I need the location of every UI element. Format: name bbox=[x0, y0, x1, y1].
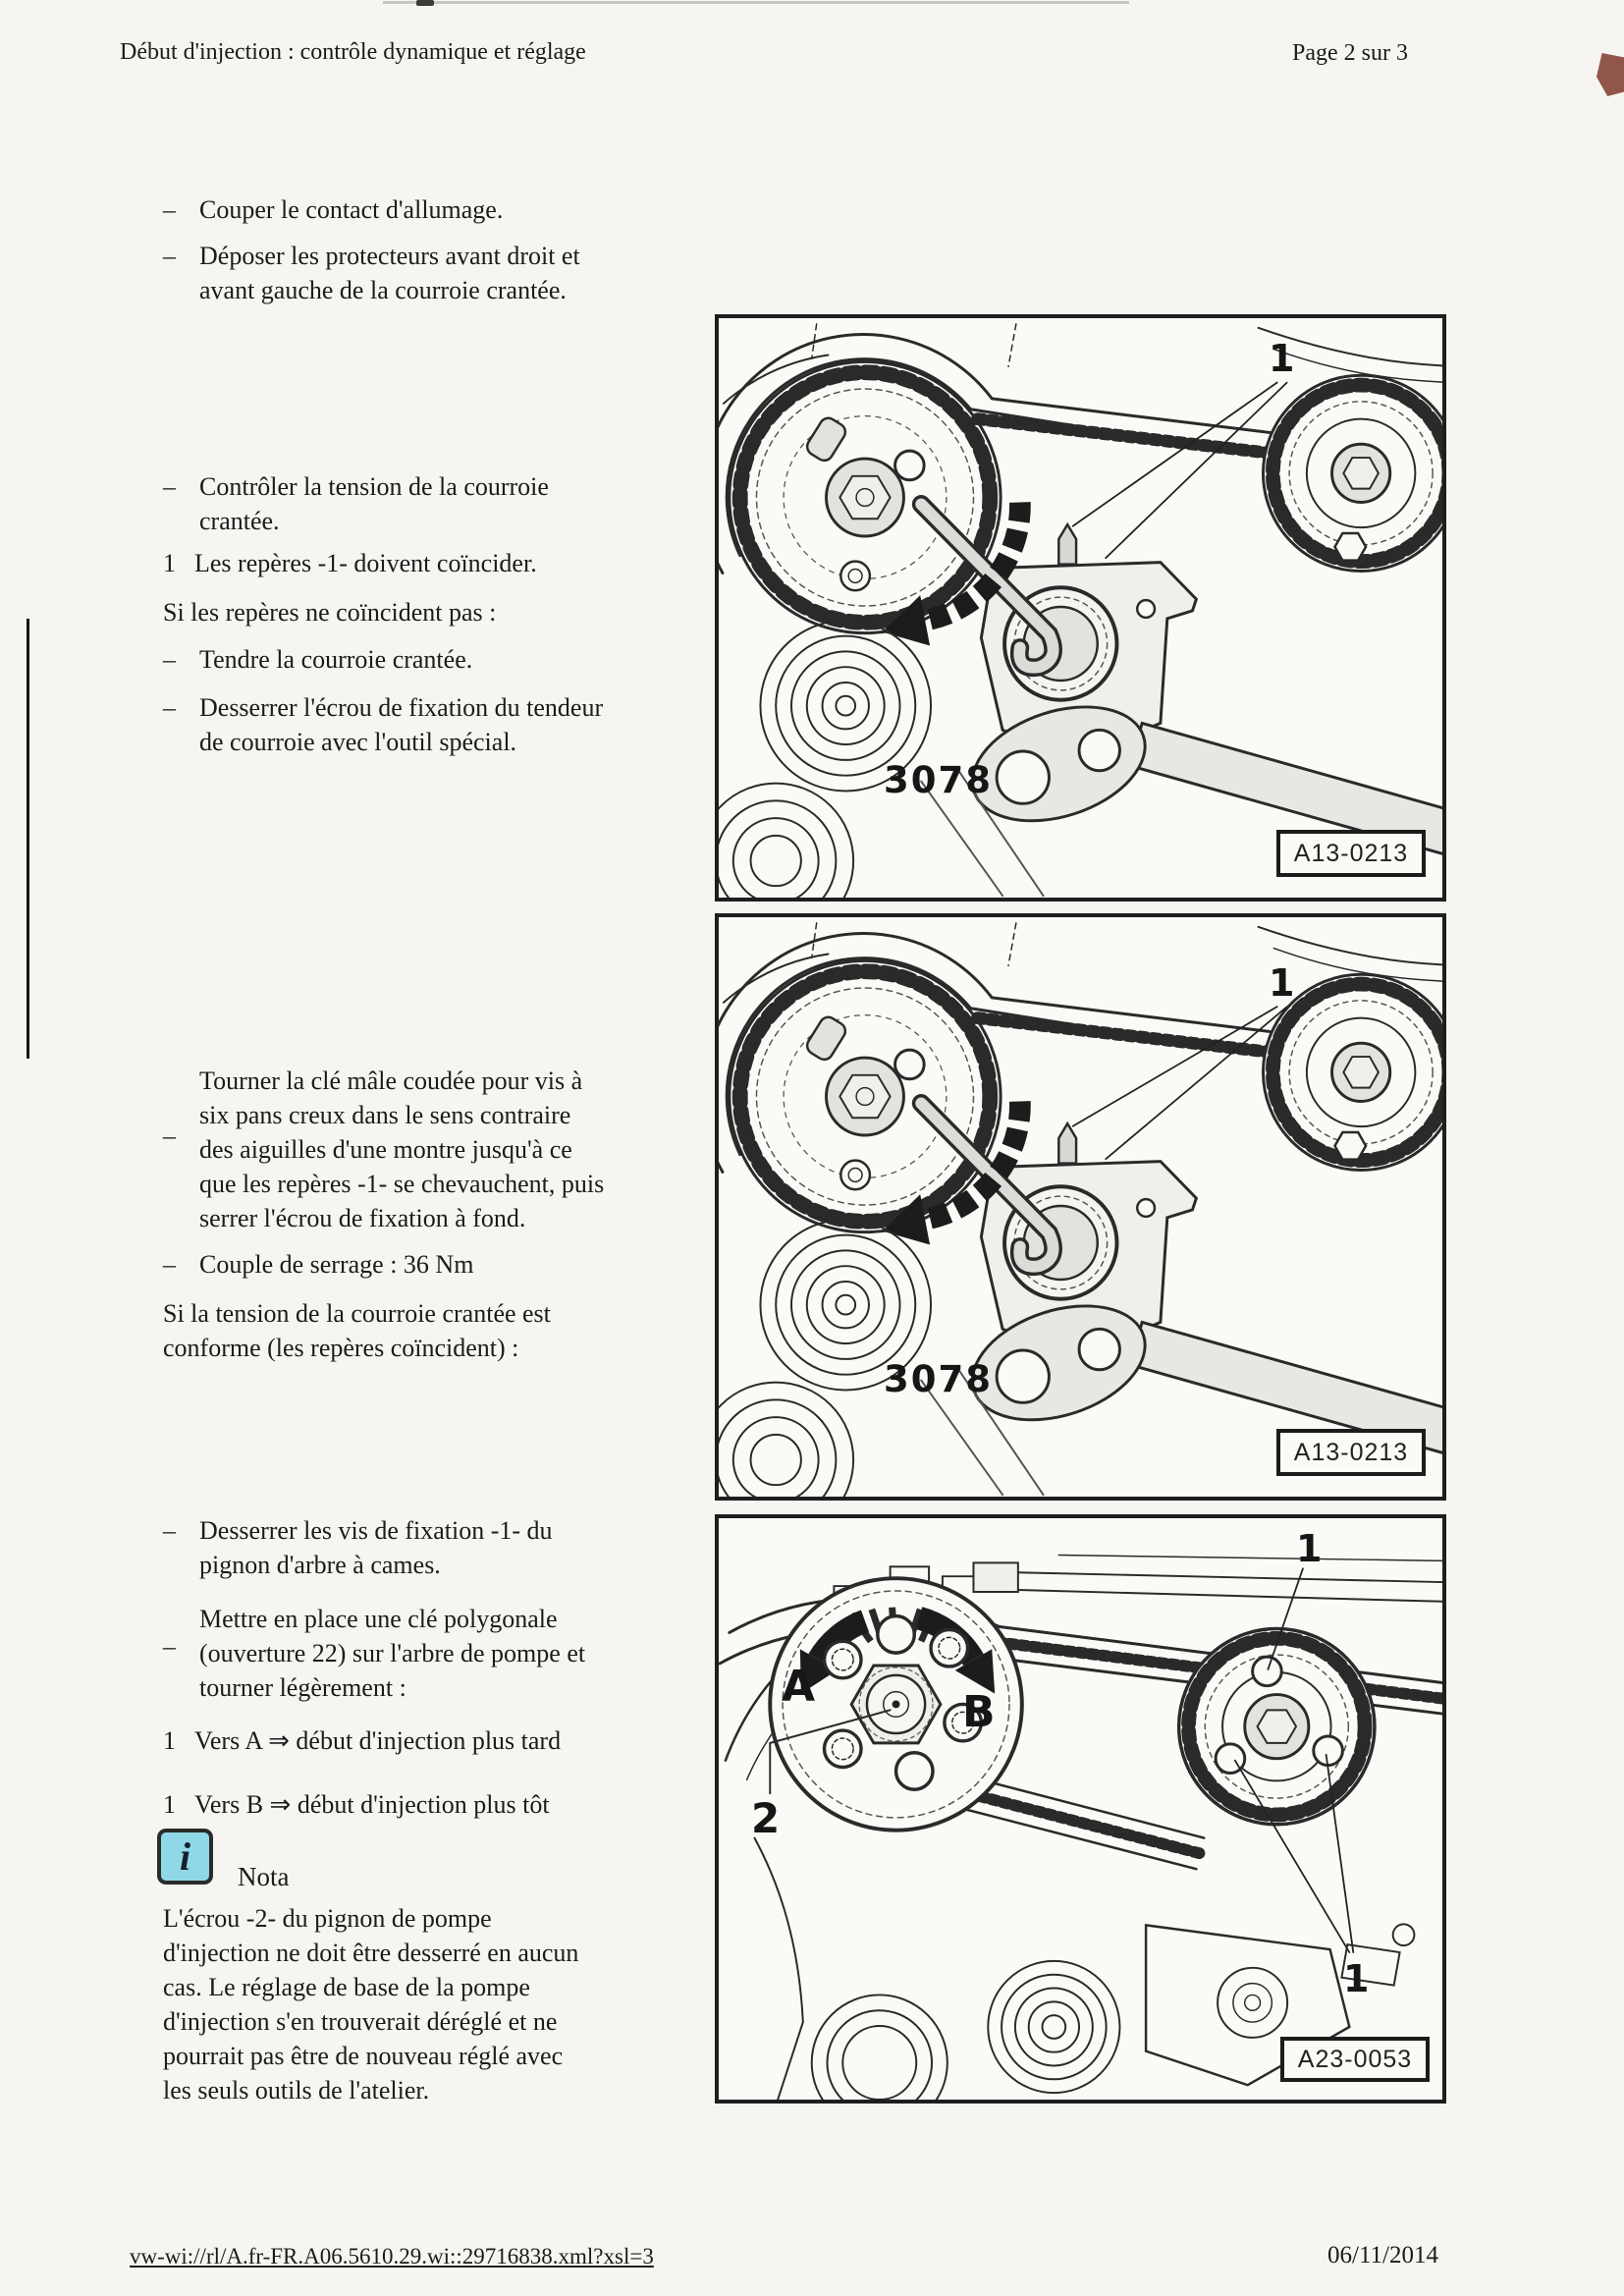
figure-reference: A13-0213 bbox=[1276, 1429, 1426, 1476]
bullet-marker: – bbox=[163, 1250, 176, 1279]
text-line: avant gauche de la courroie crantée. bbox=[199, 276, 567, 304]
direction-a-label: A bbox=[782, 1662, 816, 1712]
scan-artifact-mark bbox=[1597, 53, 1624, 96]
bullet-marker: – bbox=[163, 1121, 176, 1150]
note-body bbox=[163, 1901, 578, 2107]
page-title: Début d'injection : contrôle dynamique et réglage bbox=[120, 39, 586, 65]
text-line: (ouverture 22) sur l'arbre de pompe et bbox=[199, 1639, 586, 1667]
item-marker: 1 bbox=[163, 1790, 176, 1819]
info-icon: i bbox=[157, 1829, 213, 1885]
text-line: L'écrou -2- du pignon de pompe bbox=[163, 1904, 492, 1933]
bullet-marker: – bbox=[163, 1632, 176, 1661]
instruction-step bbox=[163, 1064, 604, 1235]
instruction-step bbox=[163, 1513, 553, 1582]
text-line: Contrôler la tension de la courroie bbox=[199, 472, 549, 501]
text-line: tourner légèrement : bbox=[199, 1673, 406, 1702]
note-label: Nota bbox=[238, 1862, 290, 1891]
text-line: conforme (les repères coïncident) : bbox=[163, 1334, 519, 1362]
item-marker: 1 bbox=[163, 1726, 176, 1755]
scan-artifact-tick bbox=[416, 0, 434, 6]
bullet-marker: – bbox=[163, 195, 176, 224]
timing-belt-drawing bbox=[719, 917, 1442, 1497]
text-line: pignon d'arbre à cames. bbox=[199, 1551, 441, 1579]
scan-artifact-streak bbox=[383, 1, 1129, 4]
text-line: Les repères -1- doivent coïncider. bbox=[194, 549, 537, 577]
instruction-step bbox=[163, 595, 496, 629]
bullet-marker: – bbox=[163, 242, 176, 270]
footer-date: 06/11/2014 bbox=[1327, 2242, 1438, 2269]
text-line: Si les repères ne coïncident pas : bbox=[163, 598, 497, 627]
item-marker: 1 bbox=[163, 549, 176, 577]
text-line: Desserrer l'écrou de fixation du tendeur bbox=[199, 693, 604, 722]
callout-1-top-label: 1 bbox=[1296, 1527, 1323, 1570]
text-line: Tourner la clé mâle coudée pour vis à bbox=[199, 1066, 583, 1095]
text-line: crantée. bbox=[199, 507, 280, 535]
text-line: Si la tension de la courroie crantée est bbox=[163, 1299, 551, 1328]
text-line: Mettre en place une clé polygonale bbox=[199, 1605, 558, 1633]
tool-number-label: 3078 bbox=[884, 1358, 993, 1400]
text-line: cas. Le réglage de base de la pompe bbox=[163, 1973, 530, 2001]
text-line: Vers A ⇒ début d'injection plus tard bbox=[194, 1726, 562, 1755]
instruction-step bbox=[163, 239, 580, 307]
instruction-step bbox=[163, 546, 537, 580]
instruction-step bbox=[163, 469, 549, 538]
bullet-marker: – bbox=[163, 472, 176, 501]
bullet-marker: – bbox=[163, 693, 176, 722]
text-line: Desserrer les vis de fixation -1- du bbox=[199, 1516, 553, 1545]
figure-belt-tension-check bbox=[715, 314, 1446, 902]
instruction-step bbox=[163, 1723, 561, 1758]
instruction-step bbox=[163, 1787, 550, 1822]
text-line: Déposer les protecteurs avant droit et bbox=[199, 242, 580, 270]
text-line: Vers B ⇒ début d'injection plus tôt bbox=[194, 1790, 550, 1819]
figure-pump-sprocket-adjust bbox=[715, 1514, 1446, 2104]
instruction-step bbox=[163, 642, 472, 677]
bullet-marker: – bbox=[163, 645, 176, 674]
figure-reference: A13-0213 bbox=[1276, 830, 1426, 877]
pump-sprocket-drawing bbox=[719, 1518, 1442, 2100]
tool-number-label: 3078 bbox=[884, 759, 993, 801]
text-line: Couper le contact d'allumage. bbox=[199, 195, 504, 224]
text-line: des aiguilles d'une montre jusqu'à ce bbox=[199, 1135, 572, 1164]
callout-2-label: 2 bbox=[751, 1794, 781, 1842]
page-indicator: Page 2 sur 3 bbox=[1292, 40, 1408, 66]
instruction-step bbox=[163, 1247, 473, 1282]
text-line: Couple de serrage : 36 Nm bbox=[199, 1250, 474, 1279]
text-line: d'injection s'en trouverait déréglé et ne bbox=[163, 2007, 558, 2036]
text-line: pourrait pas être de nouveau réglé avec bbox=[163, 2042, 564, 2070]
instruction-step bbox=[163, 1296, 551, 1365]
direction-b-label: B bbox=[962, 1687, 996, 1737]
text-line: serrer l'écrou de fixation à fond. bbox=[199, 1204, 526, 1232]
figure-belt-tension-adjust bbox=[715, 913, 1446, 1501]
instruction-step bbox=[163, 1602, 585, 1705]
callout-1-bottom-label: 1 bbox=[1343, 1957, 1370, 2000]
text-line: que les repères -1- se chevauchent, puis bbox=[199, 1170, 605, 1198]
instruction-step bbox=[163, 192, 503, 227]
bullet-marker: – bbox=[163, 1516, 176, 1545]
instruction-step bbox=[163, 690, 603, 759]
callout-1-label: 1 bbox=[1269, 337, 1295, 380]
text-line: six pans creux dans le sens contraire bbox=[199, 1101, 571, 1129]
source-link: vw-wi://rl/A.fr-FR.A06.5610.29.wi::29716838.xml?xsl=3 bbox=[130, 2244, 654, 2269]
callout-1-label: 1 bbox=[1269, 961, 1295, 1005]
text-line: Tendre la courroie crantée. bbox=[199, 645, 473, 674]
figure-reference: A23-0053 bbox=[1280, 2037, 1430, 2082]
text-line: d'injection ne doit être desserré en aucun bbox=[163, 1939, 579, 1967]
text-line: les seuls outils de l'atelier. bbox=[163, 2076, 430, 2105]
scan-artifact-line bbox=[27, 619, 29, 1059]
timing-belt-drawing bbox=[719, 318, 1442, 898]
text-line: de courroie avec l'outil spécial. bbox=[199, 728, 517, 756]
